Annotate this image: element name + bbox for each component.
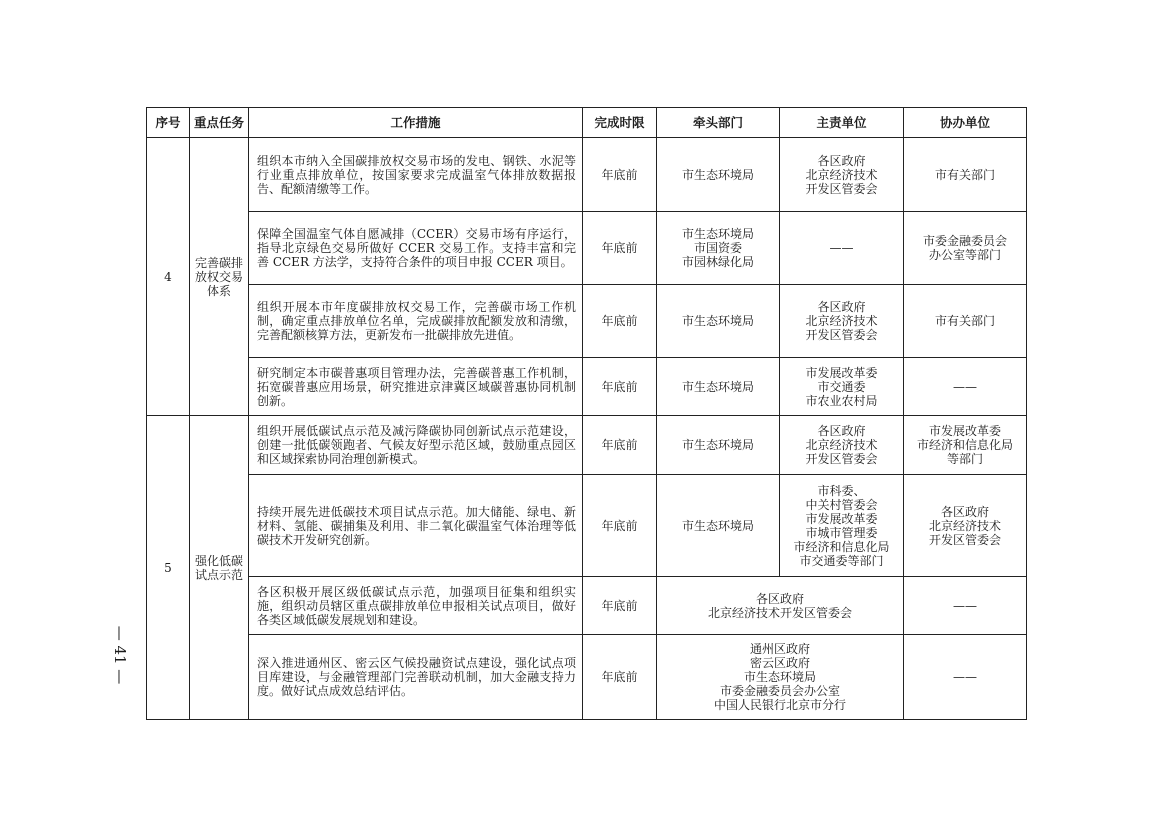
lead-main-line: 通州区政府 — [749, 642, 810, 656]
measure-cell: 研究制定本市碳普惠项目管理办法，完善碳普惠工作机制，拓宽碳普惠应用场景，研究推进京津冀区域碳普惠协同机制创新。 — [249, 358, 583, 416]
main-line: 开发区管委会 — [805, 452, 878, 466]
lead-line: 市生态环境局 — [681, 227, 754, 241]
table-row — [147, 635, 1027, 720]
main-cell: —— — [780, 212, 904, 285]
main-line: 市经济和信息化局 — [793, 539, 890, 554]
assist-cell: —— — [904, 577, 1027, 635]
lead-main-line: 密云区政府 — [749, 656, 810, 670]
table-row — [147, 577, 1027, 635]
lead-cell: 市生态环境局 — [657, 475, 780, 577]
main-cell — [780, 416, 904, 475]
table-row — [147, 358, 1027, 416]
assist-line: 北京经济技术 — [928, 518, 1001, 533]
main-line: 开发区管委会 — [805, 328, 878, 342]
main-line: 北京经济技术 — [805, 314, 878, 328]
main-cell — [780, 358, 904, 416]
main-line: 市交通委 — [817, 379, 866, 394]
lead-cell: 市生态环境局 — [657, 416, 780, 475]
lead-line: 市国资委 — [693, 241, 742, 255]
deadline-cell: 年底前 — [583, 635, 657, 720]
table-row — [147, 138, 1027, 212]
measure-cell: 组织本市纳入全国碳排放权交易市场的发电、钢铁、水泥等行业重点排放单位，按国家要求完成温室气体排放数据报告、配额清缴等工作。 — [249, 138, 583, 212]
lead-cell — [657, 212, 780, 285]
header-assist: 协办单位 — [904, 108, 1027, 138]
seq-cell: 4 — [147, 138, 190, 416]
measure-cell: 组织开展低碳试点示范及减污降碳协同创新试点示范建设，创建一批低碳领跑者、气候友好型示范区域，鼓励重点园区和区域探索协同治理创新模式。 — [249, 416, 583, 475]
assist-line: 办公室等部门 — [928, 248, 1001, 262]
main-line: 各区政府 — [817, 300, 866, 314]
lead-cell: 市生态环境局 — [657, 285, 780, 358]
measure-cell: 保障全国温室气体自愿减排（CCER）交易市场有序运行，指导北京绿色交易所做好 CCER 交易工作。支持丰富和完善 CCER 方法学，支持符合条件的项目申报 CCER 项目。 — [249, 212, 583, 285]
main-line: 北京经济技术 — [805, 438, 878, 452]
assist-cell: 市有关部门 — [904, 285, 1027, 358]
assist-cell: —— — [904, 358, 1027, 416]
deadline-cell: 年底前 — [583, 577, 657, 635]
assist-line: 市经济和信息化局 — [916, 438, 1013, 452]
main-line: 市科委、 — [817, 483, 866, 498]
assist-line: 等部门 — [946, 452, 983, 466]
measure-cell: 组织开展本市年度碳排放权交易工作，完善碳市场工作机制，确定重点排放单位名单，完成碳排放配额发放和清缴，完善配额核算方法，更新发布一批碳排放先进值。 — [249, 285, 583, 358]
header-task: 重点任务 — [190, 108, 249, 138]
deadline-cell: 年底前 — [583, 358, 657, 416]
lead-main-cell — [657, 577, 904, 635]
header-row — [147, 108, 1027, 138]
lead-main-line: 市生态环境局 — [743, 670, 816, 684]
main-cell — [780, 138, 904, 212]
lead-main-line: 各区政府 — [755, 591, 804, 606]
table-row — [147, 285, 1027, 358]
header-measure: 工作措施 — [249, 108, 583, 138]
header-main: 主责单位 — [780, 108, 904, 138]
assist-line: 各区政府 — [940, 504, 989, 519]
deadline-cell: 年底前 — [583, 475, 657, 577]
lead-cell: 市生态环境局 — [657, 358, 780, 416]
work-measures-table — [146, 107, 1027, 720]
main-line: 市发展改革委 — [805, 365, 878, 380]
lead-main-line: 北京经济技术开发区管委会 — [707, 605, 852, 620]
main-cell — [780, 475, 904, 577]
page-number: — 41 — — [111, 625, 129, 685]
main-line: 市城市管理委 — [805, 525, 878, 540]
deadline-cell: 年底前 — [583, 285, 657, 358]
main-line: 市交通委等部门 — [799, 553, 884, 568]
table-row — [147, 416, 1027, 475]
main-line: 各区政府 — [817, 153, 866, 168]
lead-main-cell — [657, 635, 904, 720]
lead-main-line: 市委金融委员会办公室 — [719, 684, 840, 698]
seq-cell: 5 — [147, 416, 190, 720]
assist-cell — [904, 475, 1027, 577]
main-line: 各区政府 — [817, 424, 866, 438]
main-line: 市农业农村局 — [805, 393, 878, 408]
assist-cell: —— — [904, 635, 1027, 720]
table-row — [147, 475, 1027, 577]
main-line: 中关村管委会 — [805, 497, 878, 512]
header-seq: 序号 — [147, 108, 190, 138]
deadline-cell: 年底前 — [583, 138, 657, 212]
task-cell: 强化低碳试点示范 — [190, 416, 249, 720]
assist-cell — [904, 416, 1027, 475]
header-deadline: 完成时限 — [583, 108, 657, 138]
measure-cell: 持续开展先进低碳技术项目试点示范。加大储能、绿电、新材料、氢能、碳捕集及利用、非二氧化碳温室气体治理等低碳技术开发研究创新。 — [249, 475, 583, 577]
task-cell: 完善碳排放权交易体系 — [190, 138, 249, 416]
measure-cell: 各区积极开展区级低碳试点示范，加强项目征集和组织实施，组织动员辖区重点碳排放单位申报相关试点项目，做好各类区域低碳发展规划和建设。 — [249, 577, 583, 635]
assist-line: 市委金融委员会 — [922, 234, 1007, 248]
assist-line: 市发展改革委 — [928, 424, 1001, 438]
main-cell — [780, 285, 904, 358]
measure-cell: 深入推进通州区、密云区气候投融资试点建设，强化试点项目库建设，与金融管理部门完善联动机制，加大金融支持力度。做好试点成效总结评估。 — [249, 635, 583, 720]
main-line: 市发展改革委 — [805, 511, 878, 526]
assist-cell: 市有关部门 — [904, 138, 1027, 212]
lead-main-line: 中国人民银行北京市分行 — [713, 698, 846, 712]
assist-cell — [904, 212, 1027, 285]
assist-line: 开发区管委会 — [928, 532, 1001, 547]
main-line: 北京经济技术 — [805, 167, 878, 182]
lead-line: 市园林绿化局 — [681, 255, 754, 269]
lead-cell: 市生态环境局 — [657, 138, 780, 212]
header-lead: 牵头部门 — [657, 108, 780, 138]
deadline-cell: 年底前 — [583, 416, 657, 475]
deadline-cell: 年底前 — [583, 212, 657, 285]
table-row — [147, 212, 1027, 285]
main-line: 开发区管委会 — [805, 181, 878, 196]
